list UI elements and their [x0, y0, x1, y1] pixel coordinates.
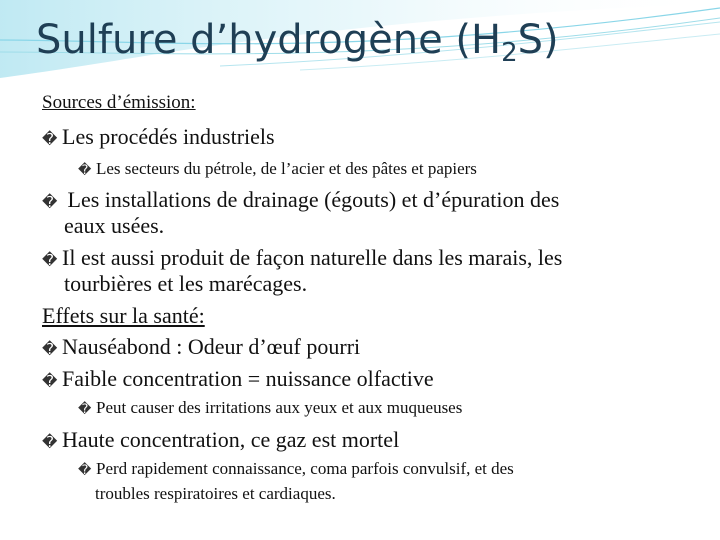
bullet-item: � Nauséabond : Odeur d’œuf pourri — [42, 334, 361, 359]
slide-title: Sulfure d’hydrogène $(H_2S)$ — [36, 17, 559, 68]
sub-bullet-item: � Perd rapidement connaissance, coma parfois convulsif, et des — [78, 459, 514, 478]
bullet-icon: � — [78, 163, 92, 178]
bullet-icon: � — [42, 372, 58, 390]
sub-bullet-continuation: troubles respiratoires et cardiaques. — [95, 484, 336, 503]
bullet-item: � Faible concentration = nuissance olfactive — [42, 366, 434, 391]
bullet-icon: � — [42, 433, 58, 451]
sub-bullet-item: � Peut causer des irritations aux yeux et aux muqueuses — [78, 398, 463, 417]
bullet-item: � Haute concentration, ce gaz est mortel — [42, 427, 400, 452]
bullet-icon: � — [42, 193, 58, 211]
section-heading-health: Effets sur la santé: — [42, 303, 205, 328]
bullet-icon: � — [42, 130, 58, 148]
bullet-icon: � — [78, 402, 92, 417]
bullet-continuation: tourbières et les marécages. — [64, 271, 308, 296]
bullet-icon: � — [42, 251, 58, 269]
bullet-item: � Les procédés industriels — [42, 124, 275, 149]
section-heading-sources: Sources d’émission: — [42, 92, 196, 113]
bullet-item: � Il est aussi produit de façon naturelle dans les marais, les — [42, 245, 563, 270]
bullet-item: � Les installations de drainage (égouts) et d’épuration des — [42, 187, 560, 212]
bullet-icon: � — [78, 463, 92, 478]
sub-bullet-item: � Les secteurs du pétrole, de l’acier et des pâtes et papiers — [78, 159, 477, 178]
bullet-icon: � — [42, 340, 58, 358]
bullet-continuation: eaux usées. — [64, 213, 165, 238]
